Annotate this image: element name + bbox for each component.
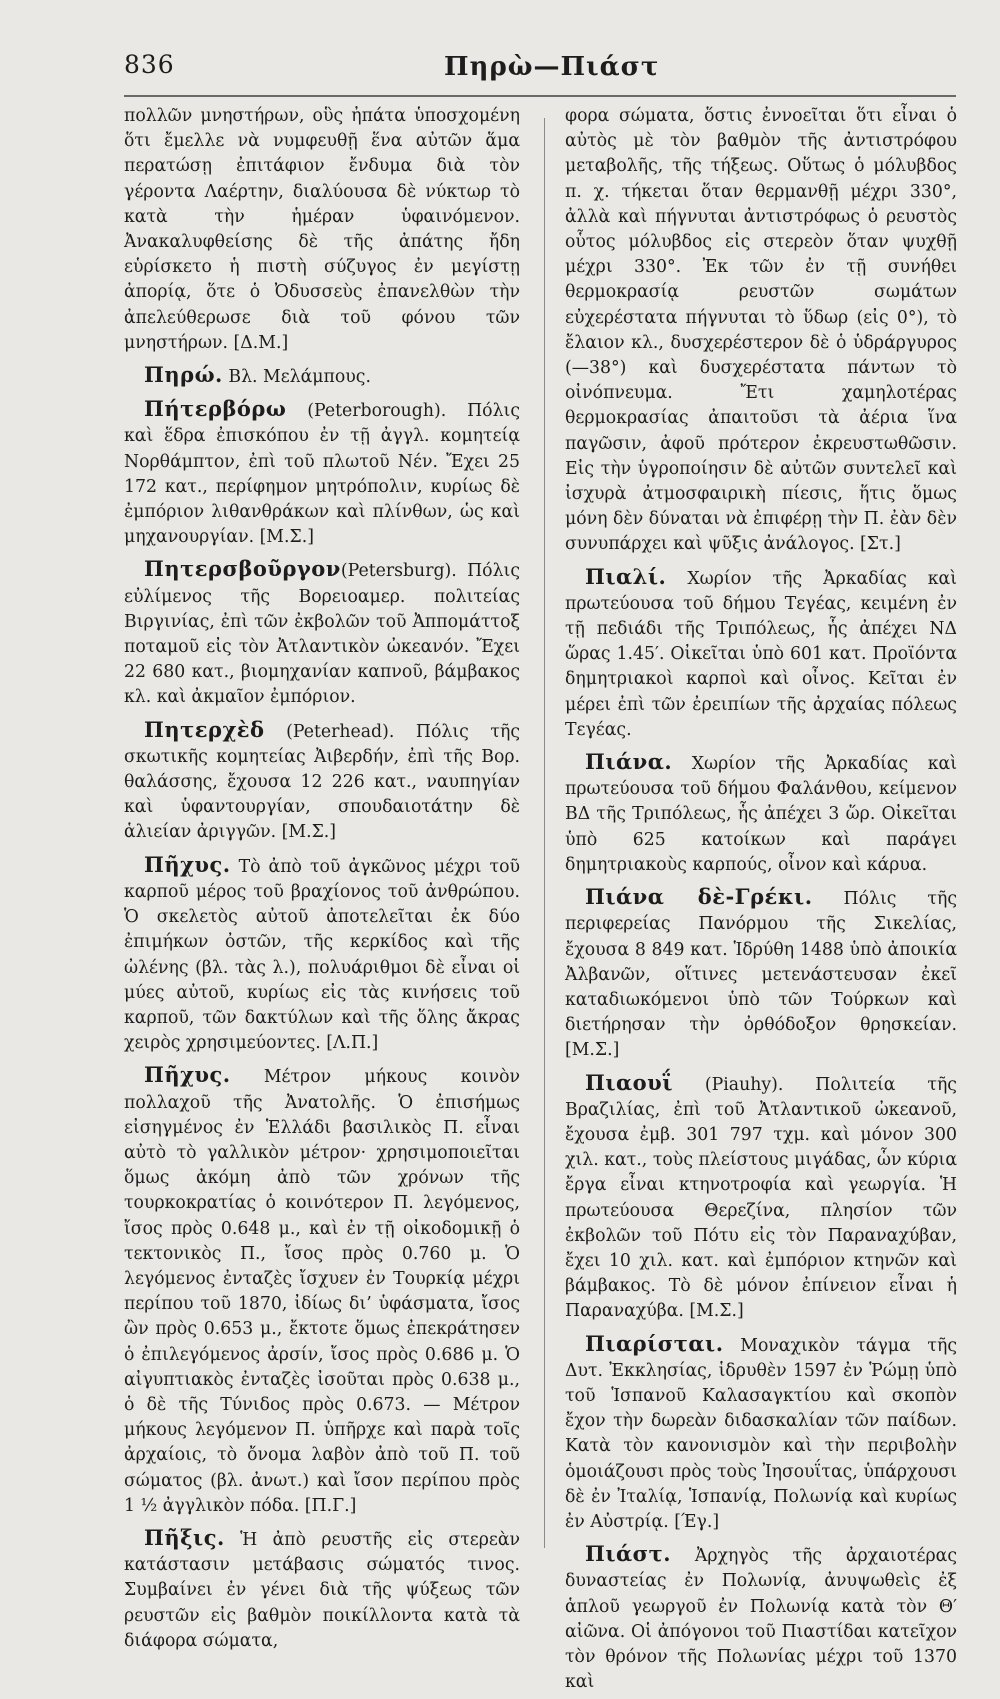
left-column [124,104,520,1658]
entry-piali [565,564,957,743]
entry-text: (Piauhy). Πολιτεία τῆς Βραζιλίας, ἐπὶ τοῦ Ἀτλαντικοῦ ὠκεανοῦ, ἔχουσα ἐμβ. 301 797 τχμ. καὶ μόνον 300 χιλ. κατ., τοὺς πλείστους μιγάδας, ὧν κύρια ἔργα εἶναι κτηνοτροφία καὶ γεωργία. Ἡ πρωτεύουσα Θερεζίνα, πλησίον τῶν ἐκβολῶν τοῦ Πότυ εἰς τὸν Παραναχύβαν, ἔχει 10 χιλ. κατ. καὶ ἐμπόριον κτηνῶν καὶ βάμβακος. Τὸ δὲ μόνον ἐπίνειον εἶναι ἡ Παραναχύβα. [Μ.Σ.] [565,1074,957,1322]
entry-piast [565,1541,957,1695]
entry-peterhead [124,717,520,846]
entry-headword: Πιάστ. [585,1541,672,1567]
entry-pexis [124,1525,520,1654]
entry-text: Μοναχικὸν τάγμα τῆς Δυτ. Ἐκκλησίας, ἱδρυθὲν 1597 ἐν Ῥώμῃ ὑπὸ τοῦ Ἱσπανοῦ Καλασαγκτίου καὶ σκοπὸν ἔχον τὴν δωρεὰν διδασκαλίαν τῶν παίδων. Κατὰ τὸν κανονισμὸν καὶ τὴν περιβολὴν ὁμοιάζουσι πρὸς τοὺς Ἰησουΐτας, ὑπάρχουσι δὲ ἐν Ἰταλίᾳ, Ἱσπανίᾳ, Πολωνίᾳ καὶ κυρίως ἐν Αὐστρίᾳ. [Έγ.] [565,1335,957,1532]
running-head: Πηρὼ—Πιάστ [444,52,660,82]
entry-text: Ἡ ἀπὸ ρευστῆς εἰς στερεὰν κατάστασιν μετάβασις σώματός τινος. Συμβαίνει ἐν γένει διὰ τῆς ψύξεως τῶν ρευστῶν εἰς βαθμὸν ποικίλλοντα κατὰ τὰ διάφορα σώματα, [124,1529,520,1651]
entry-headword: Πιάνα. [585,749,673,775]
entry-text: Χωρίον τῆς Ἀρκαδίας καὶ πρωτεύουσα τοῦ δήμου Τεγέας, κειμένη ἐν τῇ πεδιάδι τῆς Τριπόλεως, ἧς ἀπέχει ΝΔ ὥρας 1.45′. Οἰκεῖται ὑπὸ 601 κατ. Προϊόντα δημητριακοὶ καρποὶ καὶ οἶνος. Κεῖται ἐν μέρει ἐπὶ τῶν ἐρειπίων τῆς ἀρχαίας πόλεως Τεγέας. [565,568,957,740]
entry-text: Χωρίον τῆς Ἀρκαδίας καὶ πρωτεύουσα τοῦ δήμου Φαλάνθου, κείμενον ΒΔ τῆς Τριπόλεως, ἧς ἀπέχει 3 ὥρ. Οἰκεῖται ὑπὸ 625 κατοίκων καὶ παράγει δημητριακοὺς καρπούς, οἶνον καὶ κάρυα. [565,754,957,875]
entry-petersburg [124,556,520,710]
entry-text: Ἀρχηγὸς τῆς ἀρχαιοτέρας δυναστείας ἐν Πολωνίᾳ, ἀνυψωθεὶς ἐξ ἁπλοῦ γεωργοῦ ἐν Πολωνίᾳ κατὰ τὸν Θ′ αἰῶνα. Οἱ ἀπόγονοι τοῦ Πιαστίδαι κατεῖχον τὸν θρόνον τῆς Πολωνίας μέχρι τοῦ 1370 καὶ [565,1546,957,1693]
entry-headword: Πιαλί. [585,563,667,589]
column-divider [544,118,545,1548]
entry-piana [565,749,957,878]
entry-text: Πόλις τῆς περιφερείας Πανόρμου τῆς Σικελίας, ἔχουσα 8 849 κατ. Ἱδρύθη 1488 ὑπὸ ἀποικία Ἀλβανῶν, οἵτινες μετενάστευσαν ἐκεῖ καταδιωκόμενοι ὑπὸ τῶν Τούρκων καὶ διετήρησαν τὴν ὀρθόδοξον θρησκείαν. [Μ.Σ.] [565,889,957,1061]
entry-pechys-anatomy [124,852,520,1057]
entry-headword: Πηρώ. [144,362,223,388]
entry-headword: Πητερσβοῦργον [144,556,341,582]
entry-text: φορα σώματα, ὅστις ἐννοεῖται ὅτι εἶναι ὁ αὐτὸς μὲ τὸν βαθμὸν τῆς ἀντιστρόφου μεταβολῆς, τῆς τήξεως. Οὕτως ὁ μόλυβδος π. χ. τήκεται ὅταν θερμανθῇ μέχρι 330°, ἀλλὰ καὶ πήγνυται ἀντιστρόφως ὁ ρευστὸς οὗτος μόλυβδος εἰς στερεὸν ὅταν ψυχθῇ μέχρι 330°. Ἐκ τῶν ἐν τῇ συνήθει θερμοκρασίᾳ ρευστῶν σωμάτων εὐχερέστατα πήγνυται τὸ ὕδωρ (εἰς 0°), τὸ ἔλαιον κλ., δυσχερέστερον δὲ ὁ ὑδράργυρος (—38°) καὶ δυσχερέστατα πάντων τὸ οἰνόπνευμα. Ἔτι χαμηλοτέρας θερμοκρασίας ἀπαιτοῦσι τὰ ἀέρια ἵνα παγῶσιν, ἀφοῦ πρότερον ἐκρευστωθῶσιν. Εἰς τὴν ὑγροποίησιν δὲ αὐτῶν συντελεῖ καὶ ἰσχυρὰ ἀτμοσφαιρικὴ πίεσις, ἥτις ὅμως μόνη δὲν δύναται νὰ ἐπιφέρῃ τὴν Π. ἐὰν δὲν συνυπάρχει καὶ ψῦξις ἀνάλογος. [Στ.] [565,106,957,555]
entry-text: πολλῶν μνηστήρων, οὓς ἠπάτα ὑποσχομένη ὅτι ἔμελλε νὰ νυμφευθῇ ἕνα αὐτῶν ἅμα περατώσῃ ἐπιτάφιον ἔνδυμα διὰ τὸν γέροντα Λαέρτην, διαλύουσα δὲ νύκτωρ τὸ κατὰ τὴν ἡμέραν ὑφαινόμενον. Ἀνακαλυφθείσης δὲ τῆς ἀπάτης ἤδη εὑρίσκετο ἡ πιστὴ σύζυγος ἐν μεγίστῃ ἀπορίᾳ, ὅτε ὁ Ὀδυσσεὺς ἐπανελθὼν τὴν ἀπελεύθερωσε διὰ τοῦ φόνου τῶν μνηστήρων. [Δ.Μ.] [124,106,520,353]
entry-headword: Πιαρίσται. [585,1330,724,1356]
entry-continuation [565,104,957,558]
entry-headword: Πιαουΐ [585,1069,673,1095]
entry-text: Βλ. Μελάμπους. [222,367,371,388]
entry-pechys-measure [124,1062,520,1519]
page-number: 836 [124,50,175,79]
entry-headword: Πῆξις. [144,1524,225,1550]
entry-piaristai [565,1331,957,1536]
entry-peterborough [124,396,520,550]
right-column [565,104,957,1699]
entry-piauhy [565,1070,957,1325]
entry-headword: Πητερχὲδ [144,716,265,742]
entry-headword: Πῆχυς. [144,1062,231,1088]
entry-pero [124,362,520,390]
entry-text: Μέτρον μήκους κοινὸν πολλαχοῦ τῆς Ἀνατολῆς. Ὁ ἐπισήμως εἰσηγμένος ἐν Ἑλλάδι βασιλικὸς Π. εἶναι αὐτὸ τὸ γαλλικὸν μέτρον· χρησιμοποιεῖται ὅμως ἀκόμη ἀπὸ τῶν χρόνων τῆς τουρκοκρατίας ὁ κοινότερον Π. λεγόμενος, ἴσος πρὸς 0.648 μ., καὶ ἐν τῇ οἰκοδομικῇ ὁ τεκτονικὸς Π., ἴσος πρὸς 0.760 μ. Ὁ λεγόμενος ἐνταζὲς ἴσχυεν ἐν Τουρκίᾳ μέχρι περίπου τοῦ 1870, ἰδίως δι’ ὑφάσματα, ἴσος ὢν πρὸς 0.653 μ., ἔκτοτε ὅμως ἐπεκράτησεν ὁ ἐπιλεγόμενος ἀρσίν, ἴσος πρὸς 0.686 μ. Ὁ αἰγυπτιακὸς ἐνταζὲς ἰσοῦται πρὸς 0.638 μ., ὁ δὲ τῆς Τύνιδος πρὸς 0.673. — Μέτρον μήκους λεγόμενον Π. ὑπῆρχε καὶ παρὰ τοῖς ἀρχαίοις, τὸ ὄνομα λαβὸν ἀπὸ τοῦ Π. τοῦ σώματος (βλ. ἀνωτ.) καὶ ἴσον περίπου πρὸς 1 ½ ἀγγλικὸν πόδα. [Π.Γ.] [124,1067,520,1516]
entry-headword: Πιάνα δὲ-Γρέκι. [585,884,813,910]
entry-headword: Πῆχυς. [144,851,231,877]
entry-text: (Petersburg). Πόλις εὐλίμενος τῆς Βορειοαμερ. πολιτείας Βιργινίας, ἐπὶ τῶν ἐκβολῶν τοῦ Ἀππομάττοξ ποταμοῦ εἰς τὸν Ἀτλαντικὸν ὠκεανόν. Ἔχει 22 680 κατ., βιομηχανίαν καπνοῦ, βάμβακος κλ. καὶ ἀκμαῖον ἐμπόριον. [124,561,520,708]
entry-text: Τὸ ἀπὸ τοῦ ἀγκῶνος μέχρι τοῦ καρποῦ μέρος τοῦ βραχίονος τοῦ ἀνθρώπου. Ὁ σκελετὸς αὐτοῦ ἀποτελεῖται ἐκ δύο ἐπιμήκων ὀστῶν, τῆς κερκίδος καὶ τῆς ὠλένης (βλ. τὰς λ.), πολυάριθμοι δὲ εἶναι οἱ μύες αὐτοῦ, κυρίως εἰς τὰς κινήσεις τοῦ καρποῦ, τῶν δακτύλων καὶ τῆς ὅλης ἄκρας χειρὸς χρησιμεύοντες. [Λ.Π.] [124,856,520,1054]
entry-headword: Πήτερβόρω [144,396,287,422]
entry-piana-dei-greci [565,884,957,1063]
entry-text: (Peterhead). Πόλις τῆς σκωτικῆς κομητείας Ἀιβερδήν, ἐπὶ τῆς Βορ. θαλάσσης, ἔχουσα 12 226 κατ., ναυπηγίαν καὶ ὑφαντουργίαν, σπουδαιοτάτην δὲ ἁλιείαν ἀριγγῶν. [Μ.Σ.] [124,721,520,843]
entry-continuation [124,104,520,356]
entry-text: (Peterborough). Πόλις καὶ ἕδρα ἐπισκόπου ἐν τῇ ἀγγλ. κομητείᾳ Νορθάμπτον, ἐπὶ τοῦ πλωτοῦ Νέν. Ἔχει 25 172 κατ., περίφημον μητρόπολιν, κυρίως δὲ ἐμπόριον λιθανθράκων καὶ πλίνθων, ὡς καὶ μηχανουργίαν. [Μ.Σ.] [124,401,520,548]
header-rule [124,95,956,97]
